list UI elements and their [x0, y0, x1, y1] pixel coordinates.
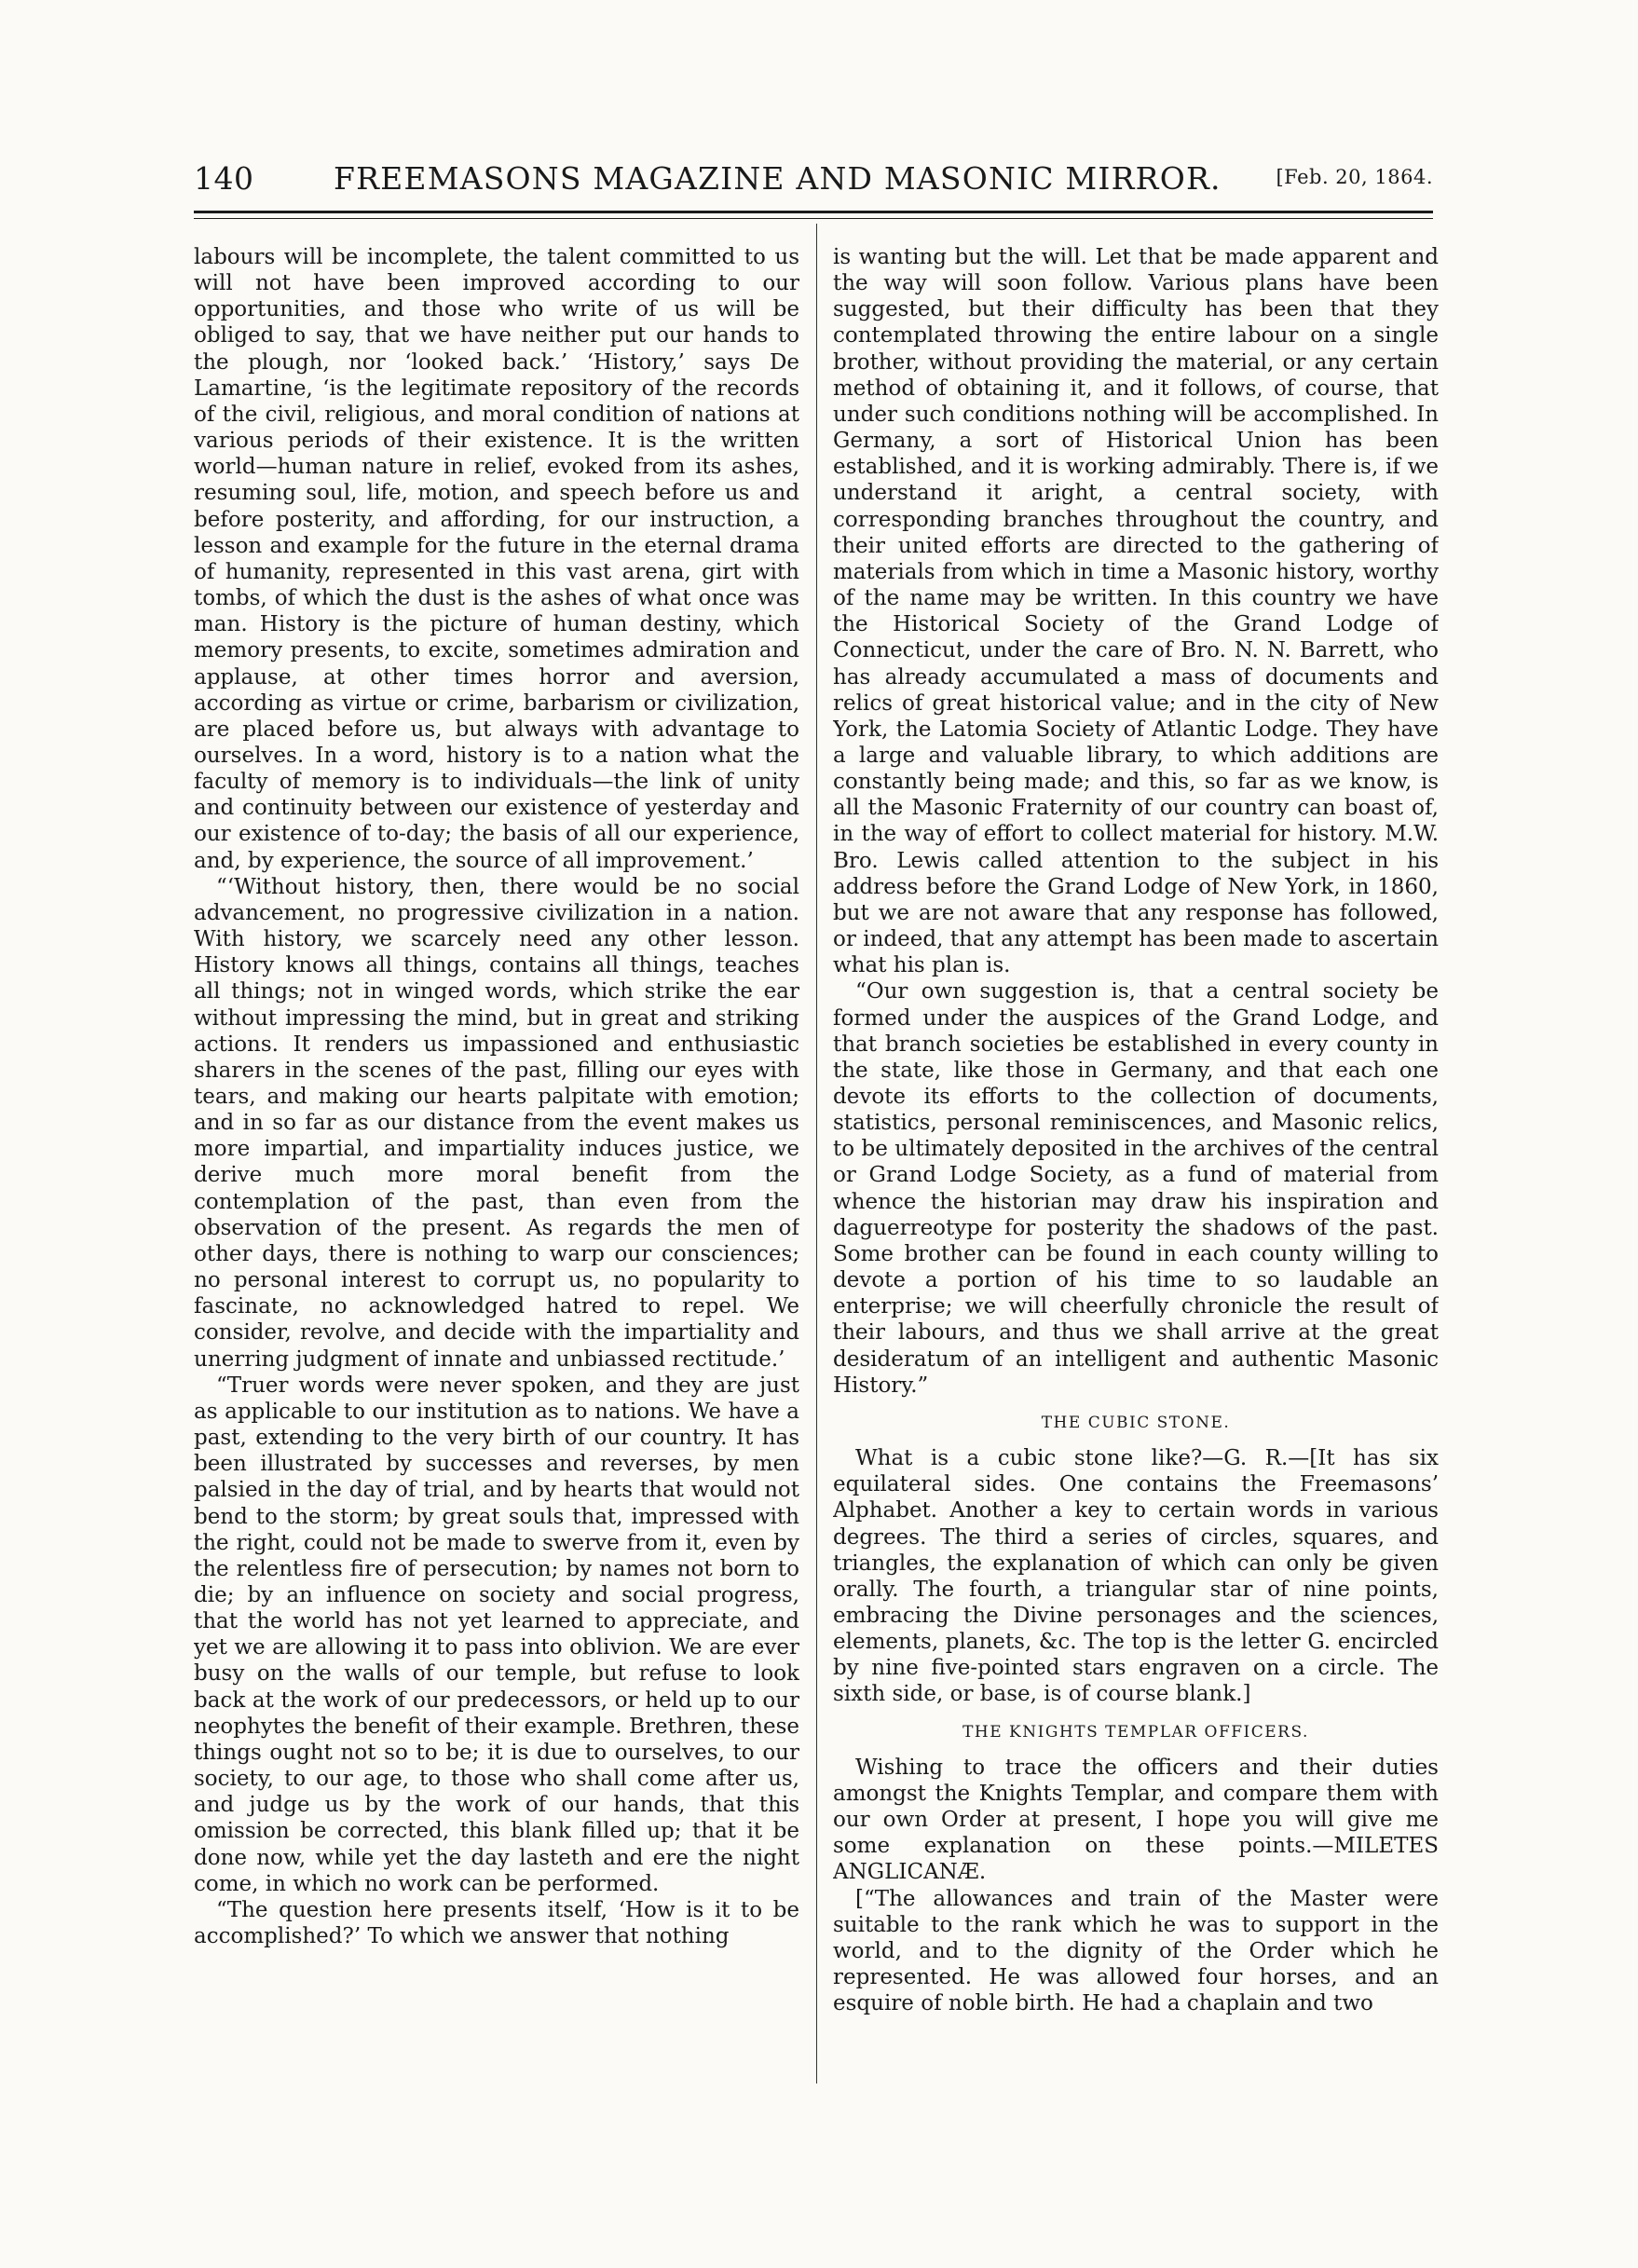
paragraph: “The question here presents itself, ‘How is it to be accomplished?’ To which we answer that nothing	[194, 1897, 799, 1948]
page-number: 140	[194, 160, 254, 197]
running-title: FREEMASONS MAGAZINE AND MASONIC MIRROR.	[334, 160, 1222, 197]
paragraph: Wishing to trace the officers and their duties amongst the Knights Templar, and compare them with our own Order at present, I hope you will give me some explanation on these points.—MILETES ANGLICANÆ.	[833, 1755, 1439, 1885]
issue-date: [Feb. 20, 1864.	[1276, 166, 1433, 188]
section-heading-cubic-stone: THE CUBIC STONE.	[1041, 1413, 1231, 1432]
paragraph: [“The allowances and train of the Master were suitable to the rank which he was to support in the world, and to the dignity of the Order which he represented. He was allowed four horses, and an esquire of noble birth. He had a chaplain and two	[833, 1886, 1439, 2016]
paragraph: is wanting but the will. Let that be made apparent and the way will soon follow. Various plans have been suggested, but their difficulty has been that they contemplated throwing the entire labour on a single brother, without providing the material, or any certain method of obtaining it, and it follows, of course, that under such conditions nothing will be accomplished. In Germany, a sort of Historical Union has been established, and it is working admirably. There is, if we understand it aright, a central society, with corresponding branches throughout the country, and their united efforts are directed to the gathering of materials from which in time a Masonic history, worthy of the name may be written. In this country we have the Historical Society of the Grand Lodge of Connecticut, under the care of Bro. N. N. Barrett, who has already accumulated a mass of documents and relics of great historical value; and in the city of New York, the Latomia Society of Atlantic Lodge. They have a large and valuable library, to which additions are constantly being made; and this, so far as we know, is all the Masonic Fraternity of our country can boast of, in the way of effort to collect material for history. M.W. Bro. Lewis called attention to the subject in his address before the Grand Lodge of New York, in 1860, but we are not aware that any response has followed, or indeed, that any attempt has been made to ascertain what his plan is.	[833, 245, 1439, 978]
left-column	[194, 244, 799, 2098]
header-rule-thick	[194, 211, 1433, 213]
header-rule-thin	[194, 218, 1433, 219]
paragraph: “Truer words were never spoken, and they are just as applicable to our institution as to nations. We have a past, extending to the very birth of our country. It has been illustrated by successes and reverses, by men palsied in the day of trial, and by hearts that would not bend to the storm; by great souls that, impressed with the right, could not be made to swerve from it, even by the relentless fire of persecution; by names not born to die; by an influence on society and social progress, that the world has not yet learned to appreciate, and yet we are allowing it to pass into oblivion. We are ever busy on the walls of our temple, but refuse to look back at the work of our predecessors, or held up to our neophytes the benefit of their example. Brethren, these things ought not so to be; it is due to ourselves, to our society, to our age, to those who shall come after us, and judge us by the work of our hands, that this omission be corrected, this blank filled up; that it be done now, while yet the day lasteth and ere the night come, in which no work can be performed.	[194, 1373, 799, 1896]
paragraph: “‘Without history, then, there would be no social advancement, no progressive civilization in a nation. With history, we scarcely need any other lesson. History knows all things, contains all things, teaches all things; not in winged words, which strike the ear without impressing the mind, but in great and striking actions. It renders us impassioned and enthusiastic sharers in the scenes of the past, filling our eyes with tears, and making our hearts palpitate with emotion; and in so far as our distance from the event makes us more impartial, and impartiality induces justice, we derive much more moral benefit from the contemplation of the past, than even from the observation of the present. As regards the men of other days, there is nothing to warp our consciences; no personal interest to corrupt us, no popularity to fascinate, no acknowledged hatred to repel. We consider, revolve, and decide with the impartiality and unerring judgment of innate and unbiassed rectitude.’	[194, 874, 799, 1372]
paragraph: “Our own suggestion is, that a central society be formed under the auspices of the Grand Lodge, and that branch societies be established in every county in the state, like those in Germany, and that each one devote its efforts to the collection of documents, statistics, personal reminiscences, and Masonic relics, to be ultimately deposited in the archives of the central or Grand Lodge Society, as a fund of material from whence the historian may draw his inspiration and daguerreotype for posterity the shadows of the past. Some brother can be found in each county willing to devote a portion of his time to so laudable an enterprise; we will cheerfully chronicle the result of their labours, and thus we shall arrive at the great desideratum of an intelligent and authentic Masonic History.”	[833, 979, 1439, 1398]
paragraph: What is a cubic stone like?—G. R.—[It has six equilateral sides. One contains the Freemasons’ Alphabet. Another a key to certain words in various degrees. The third a series of circles, squares, and triangles, the explanation of which can only be given orally. The fourth, a triangular star of nine points, embracing the Divine personages and the sciences, elements, planets, &c. The top is the letter G. encircled by nine five-pointed stars engraven on a circle. The sixth side, or base, is of course blank.]	[833, 1446, 1439, 1707]
paragraph: labours will be incomplete, the talent committed to us will not have been improved according to our opportunities, and those who write of us will be obliged to say, that we have neither put our hands to the plough, nor ‘looked back.’ ‘History,’ says De Lamartine, ‘is the legitimate repository of the records of the civil, religious, and moral condition of nations at various periods of their existence. It is the written world—human nature in relief, evoked from its ashes, resuming soul, life, motion, and speech before us and before posterity, and affording, for our instruction, a lesson and example for the future in the eternal drama of humanity, represented in this vast arena, girt with tombs, of which the dust is the ashes of what once was man. History is the picture of human destiny, which memory presents, to excite, sometimes admiration and applause, at other times horror and aversion, according as virtue or crime, barbarism or civilization, are placed before us, but always with advantage to ourselves. In a word, history is to a nation what the faculty of memory is to individuals—the link of unity and continuity between our existence of yesterday and our existence of to-day; the basis of all our experience, and, by experience, the source of all improvement.’	[194, 245, 799, 873]
section-heading-knights-templar: THE KNIGHTS TEMPLAR OFFICERS.	[962, 1722, 1309, 1742]
page-header	[194, 160, 1433, 198]
right-column	[833, 244, 1439, 2098]
column-divider	[816, 224, 817, 2084]
